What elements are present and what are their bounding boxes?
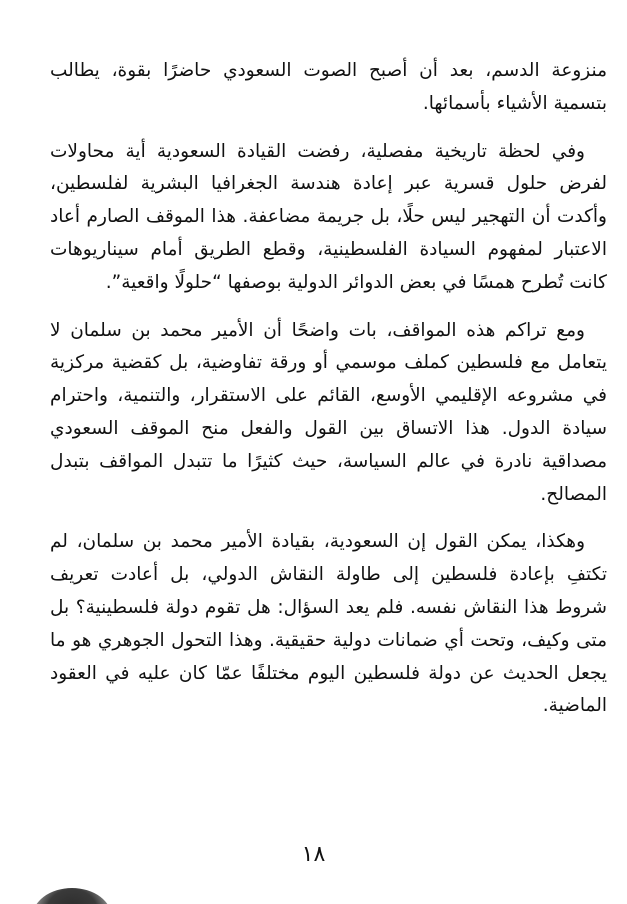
paragraph-2: وفي لحظة تاريخية مفصلية، رفضت القيادة السعودية أية محاولات لفرض حلول قسرية عبر إعادة هندسة الجغرافيا البشرية لفلسطين، وأكدت أن التهجير ليس حلًا، بل جريمة مضاعفة. هذا الموقف الصارم أعاد الاعتبار لمفهوم السيادة الفلسطينية، وقطع الطريق أمام سيناريوهات كانت تُطرح همسًا في بعض الدوائر الدولية بوصفها “حلولًا واقعية”. [50, 140, 607, 293]
paragraph-3: ومع تراكم هذه المواقف، بات واضحًا أن الأمير محمد بن سلمان لا يتعامل مع فلسطين كملف موسمي أو ورقة تفاوضية، بل كقضية مركزية في مشروعه الإقليمي الأوسع، القائم على الاستقرار، والتنمية، واحترام سيادة الدول. هذا الاتساق بين القول والفعل منح الموقف السعودي مصداقية نادرة في عالم السياسة، حيث كثيرًا ما تتبدل المواقف بتبدل المصالح. [50, 319, 607, 505]
body-text [50, 55, 607, 723]
finger-shadow [32, 888, 112, 904]
paragraph-4: وهكذا، يمكن القول إن السعودية، بقيادة الأمير محمد بن سلمان، لم تكتفِ بإعادة فلسطين إلى طاولة النقاش الدولي، بل أعادت تعريف شروط هذا النقاش نفسه. فلم يعد السؤال: هل تقوم دولة فلسطينية؟ بل متى وكيف، وتحت أي ضمانات دولية حقيقية. وهذا التحول الجوهري هو ما يجعل الحديث عن دولة فلسطين اليوم مختلفًا عمّا كان عليه في العقود الماضية. [50, 531, 607, 717]
page-number: ١٨ [301, 842, 326, 867]
paragraph-1: منزوعة الدسم، بعد أن أصبح الصوت السعودي حاضرًا بقوة، يطالب بتسمية الأشياء بأسمائها. [50, 60, 607, 114]
